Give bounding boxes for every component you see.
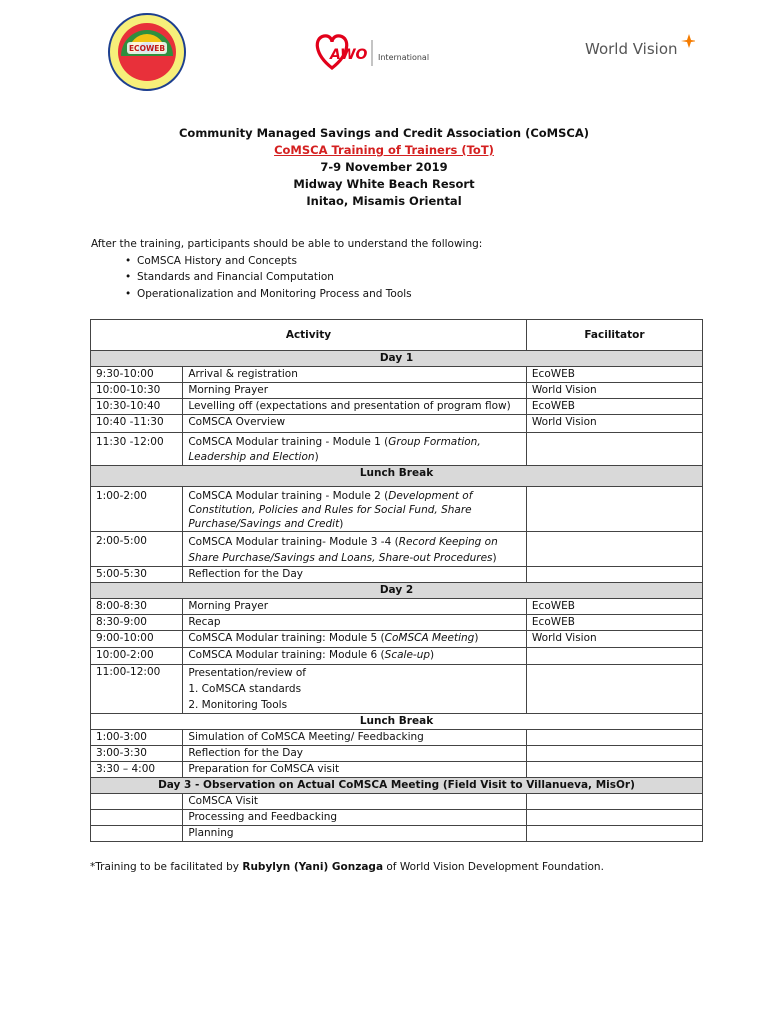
time-cell: 8:30-9:00 [91, 615, 183, 631]
time-cell: 1:00-3:00 [91, 730, 183, 746]
activity-cell: CoMSCA Overview [183, 415, 527, 433]
footnote-prefix: *Training to be facilitated by [90, 861, 243, 873]
activity-line: Presentation/review of [188, 667, 306, 679]
time-cell: 10:30-10:40 [91, 399, 183, 415]
lunch-label: Lunch Break [91, 714, 703, 730]
facilitator-cell: World Vision [526, 383, 702, 399]
facilitator-cell: World Vision [526, 415, 702, 433]
activity-text: CoMSCA Modular training - Module 2 ( [188, 490, 389, 502]
time-cell: 2:00-5:00 [91, 532, 183, 567]
training-subtitle: CoMSCA Training of Trainers (ToT) [274, 143, 494, 157]
activity-cell: Processing and Feedbacking [183, 810, 527, 826]
activity-cell: Planning [183, 826, 527, 842]
table-row [91, 826, 703, 842]
time-cell: 10:40 -11:30 [91, 415, 183, 433]
facilitator-header: Facilitator [526, 320, 702, 351]
facilitator-cell [526, 665, 702, 714]
activity-text: CoMSCA Modular training: Module 5 ( [188, 632, 385, 644]
activity-cell: Simulation of CoMSCA Meeting/ Feedbacking [183, 730, 527, 746]
table-row [91, 631, 703, 648]
time-cell: 1:00-2:00 [91, 487, 183, 532]
activity-italic: Record Keeping on Share Purchase/Savings and Loans, Share-out Procedures [188, 536, 498, 564]
facilitator-cell: EcoWEB [526, 367, 702, 383]
table-row [91, 487, 703, 532]
activity-text: CoMSCA Modular training- Module 3 -4 ( [188, 536, 399, 548]
activity-text: CoMSCA Modular training - Module 1 ( [188, 436, 389, 448]
time-cell: 11:30 -12:00 [91, 433, 183, 466]
table-row [91, 810, 703, 826]
activity-line: 1. CoMSCA standards [188, 683, 302, 695]
objectives-lead: After the training, participants should be able to understand the following: [91, 238, 483, 250]
activity-close: ) [474, 632, 479, 644]
table-row [91, 599, 703, 615]
activity-cell: Levelling off (expectations and presentation of program flow) [183, 399, 527, 415]
facilitator-cell [526, 567, 702, 583]
awo-logo-text: AWO [330, 47, 368, 63]
activity-italic: Scale-up [384, 649, 431, 661]
activity-cell: Morning Prayer [183, 383, 527, 399]
activity-italic: Group Formation, Leadership and Election [188, 436, 481, 463]
activity-cell [183, 648, 527, 665]
facilitator-cell [526, 746, 702, 762]
facilitator-cell [526, 648, 702, 665]
activity-cell: Recap [183, 615, 527, 631]
facilitator-cell [526, 794, 702, 810]
ecoweb-logo-text: ECOWEB [128, 44, 166, 53]
time-cell: 3:00-3:30 [91, 746, 183, 762]
day-3-band [91, 778, 703, 794]
day-1-band [91, 351, 703, 367]
lunch-band [91, 466, 703, 487]
facilitator-cell [526, 826, 702, 842]
facilitator-cell: EcoWEB [526, 615, 702, 631]
time-cell: 10:00-10:30 [91, 383, 183, 399]
facilitator-cell [526, 532, 702, 567]
objective-item: • Operationalization and Monitoring Process and Tools [137, 286, 711, 303]
table-row [91, 367, 703, 383]
activity-close: ) [314, 451, 319, 463]
training-location: Initao, Misamis Oriental [306, 194, 462, 208]
activity-close: ) [430, 649, 435, 661]
training-venue: Midway White Beach Resort [293, 177, 475, 191]
time-cell: 9:00-10:00 [91, 631, 183, 648]
activity-text: CoMSCA Modular training: Module 6 ( [188, 649, 385, 661]
world-vision-logo [585, 30, 695, 64]
objectives-section [91, 236, 711, 302]
activity-cell [183, 487, 527, 532]
activity-close: ) [492, 552, 497, 564]
table-row [91, 794, 703, 810]
activity-cell: Preparation for CoMSCA visit [183, 762, 527, 778]
facilitator-cell [526, 730, 702, 746]
activity-cell: Arrival & registration [183, 367, 527, 383]
activity-cell [183, 665, 527, 714]
activity-cell: Reflection for the Day [183, 567, 527, 583]
awo-logo-subtext: International [378, 53, 430, 62]
table-row [91, 746, 703, 762]
table-header-row [91, 320, 703, 351]
time-cell [91, 794, 183, 810]
activity-line: 2. Monitoring Tools [188, 699, 288, 711]
time-cell: 9:30-10:00 [91, 367, 183, 383]
day-2-band [91, 583, 703, 599]
activity-italic: Development of Constitution, Policies and Rules for Social Fund, Share Purchase/Savings and Credit [188, 490, 473, 530]
ecoweb-logo [107, 12, 187, 92]
day-1-label: Day 1 [91, 351, 703, 367]
activity-cell: Morning Prayer [183, 599, 527, 615]
facilitator-cell [526, 433, 702, 466]
time-cell [91, 826, 183, 842]
table-row [91, 433, 703, 466]
document-title: Community Managed Savings and Credit Association (CoMSCA) [178, 126, 589, 140]
table-row [91, 762, 703, 778]
facilitator-footnote [90, 861, 604, 873]
lunch-label: Lunch Break [91, 466, 703, 487]
time-cell [91, 810, 183, 826]
table-row [91, 399, 703, 415]
footnote-suffix: of World Vision Development Foundation. [383, 861, 604, 873]
objective-item: • Standards and Financial Computation [137, 269, 711, 286]
activity-header: Activity [91, 320, 527, 351]
time-cell: 8:00-8:30 [91, 599, 183, 615]
facilitator-name: Rubylyn (Yani) Gonzaga [242, 861, 384, 873]
day-2-label: Day 2 [91, 583, 703, 599]
time-cell: 5:00-5:30 [91, 567, 183, 583]
facilitator-cell: EcoWEB [526, 599, 702, 615]
time-cell: 3:30 – 4:00 [91, 762, 183, 778]
objective-item: • CoMSCA History and Concepts [137, 253, 711, 270]
day-3-label: Day 3 - Observation on Actual CoMSCA Meeting (Field Visit to Villanueva, MisOr) [91, 778, 703, 794]
table-row [91, 567, 703, 583]
table-row [91, 383, 703, 399]
activity-close: ) [339, 518, 344, 530]
activity-cell: Reflection for the Day [183, 746, 527, 762]
table-row [91, 615, 703, 631]
schedule-table [90, 319, 703, 842]
activity-cell [183, 433, 527, 466]
activity-cell: CoMSCA Visit [183, 794, 527, 810]
activity-italic: CoMSCA Meeting [384, 632, 475, 644]
awo-logo [312, 30, 442, 72]
activity-cell [183, 532, 527, 567]
world-vision-logo-text: World Vision [585, 40, 678, 58]
table-row [91, 665, 703, 714]
table-row [91, 415, 703, 433]
document-header [0, 125, 768, 210]
time-cell: 11:00-12:00 [91, 665, 183, 714]
lunch-band [91, 714, 703, 730]
facilitator-cell: EcoWEB [526, 399, 702, 415]
facilitator-cell: World Vision [526, 631, 702, 648]
table-row [91, 648, 703, 665]
objectives-list [91, 253, 711, 303]
facilitator-cell [526, 810, 702, 826]
table-row [91, 730, 703, 746]
facilitator-cell [526, 487, 702, 532]
training-dates: 7-9 November 2019 [320, 160, 448, 174]
facilitator-cell [526, 762, 702, 778]
activity-cell [183, 631, 527, 648]
table-row [91, 532, 703, 567]
time-cell: 10:00-2:00 [91, 648, 183, 665]
